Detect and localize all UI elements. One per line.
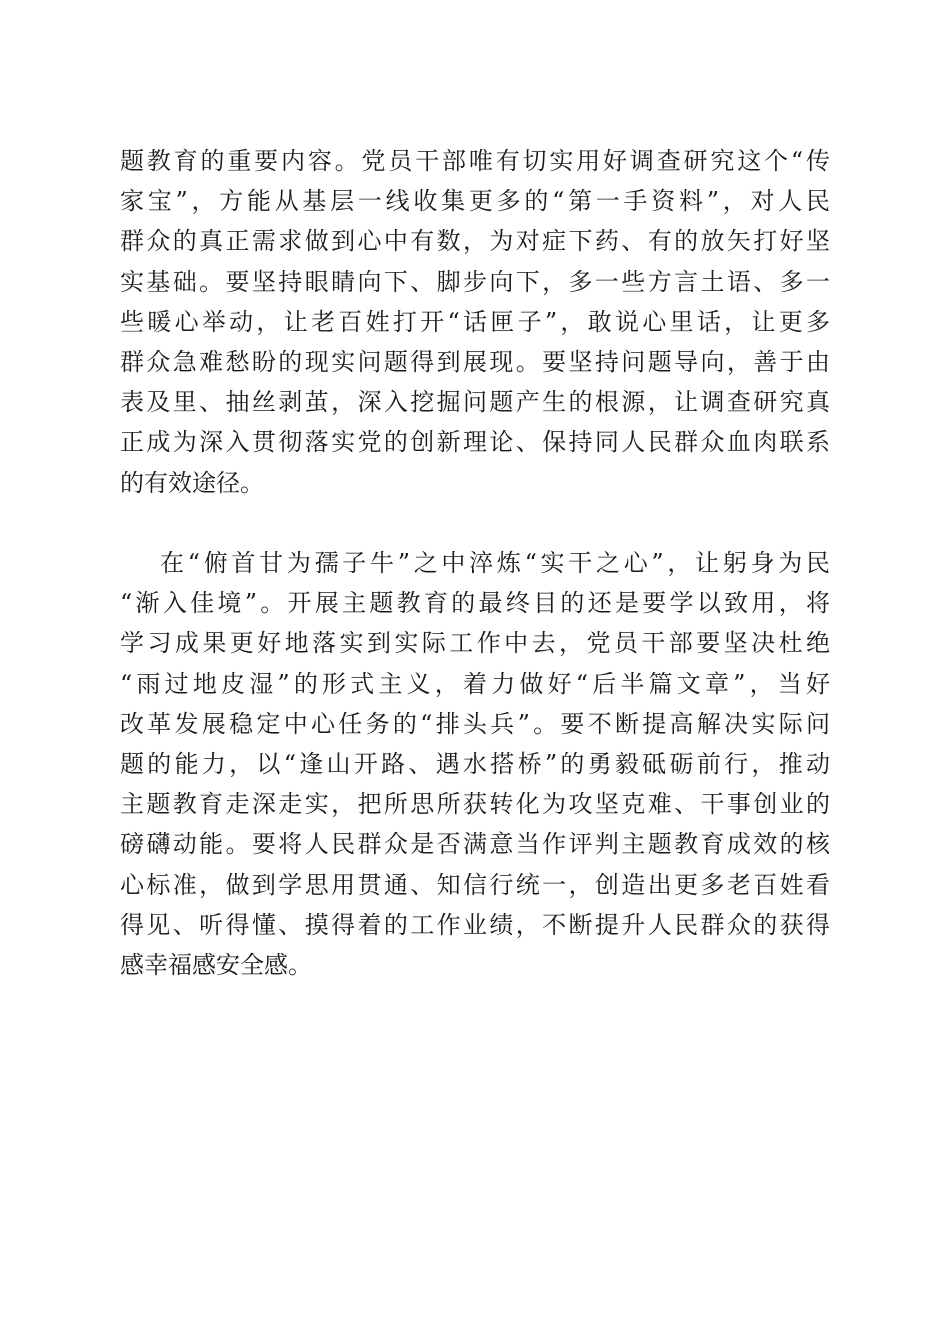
paragraph-line: 正成为深入贯彻落实党的创新理论、保持同人民群众血肉联系: [120, 428, 830, 457]
paragraph-line: “雨过地皮湿”的形式主义，着力做好“后半篇文章”，当好: [120, 669, 830, 698]
paragraph-line: 主题教育走深走实，把所思所获转化为攻坚克难、干事创业的: [120, 790, 830, 819]
paragraph-line: 题的能力，以“逢山开路、遇水搭桥”的勇毅砥砺前行，推动: [120, 749, 830, 778]
paragraph-line: 表及里、抽丝剥茧，深入挖掘问题产生的根源，让调查研究真: [120, 388, 830, 417]
paragraph-line: 在“俯首甘为孺子牛”之中淬炼“实干之心”，让躬身为民: [160, 549, 830, 577]
paragraph-1: [120, 141, 830, 503]
paragraph-line: 的有效途径。: [120, 468, 264, 497]
paragraph-line: 家宝”，方能从基层一线收集更多的“第一手资料”，对人民: [120, 187, 830, 216]
paragraph-2: [120, 543, 830, 985]
paragraph-line: 些暖心举动，让老百姓打开“话匣子”，敢说心里话，让更多: [120, 307, 830, 336]
paragraph-line: 感幸福感安全感。: [120, 950, 312, 979]
paragraph-line: 学习成果更好地落实到实际工作中去，党员干部要坚决杜绝: [120, 629, 830, 658]
paragraph-line: 得见、听得懂、摸得着的工作业绩，不断提升人民群众的获得: [120, 910, 830, 939]
paragraph-line: 实基础。要坚持眼睛向下、脚步向下，多一些方言土语、多一: [120, 267, 830, 296]
paragraph-line: “渐入佳境”。开展主题教育的最终目的还是要学以致用，将: [120, 589, 830, 618]
paragraph-line: 磅礴动能。要将人民群众是否满意当作评判主题教育成效的核: [120, 830, 830, 859]
paragraph-line: 改革发展稳定中心任务的“排头兵”。要不断提高解决实际问: [120, 709, 830, 738]
paragraph-line: 群众急难愁盼的现实问题得到展现。要坚持问题导向，善于由: [120, 347, 830, 376]
paragraph-line: 题教育的重要内容。党员干部唯有切实用好调查研究这个“传: [120, 147, 830, 175]
paragraph-line: 群众的真正需求做到心中有数，为对症下药、有的放矢打好坚: [120, 227, 830, 256]
paragraph-line: 心标准，做到学思用贯通、知信行统一，创造出更多老百姓看: [120, 870, 830, 899]
